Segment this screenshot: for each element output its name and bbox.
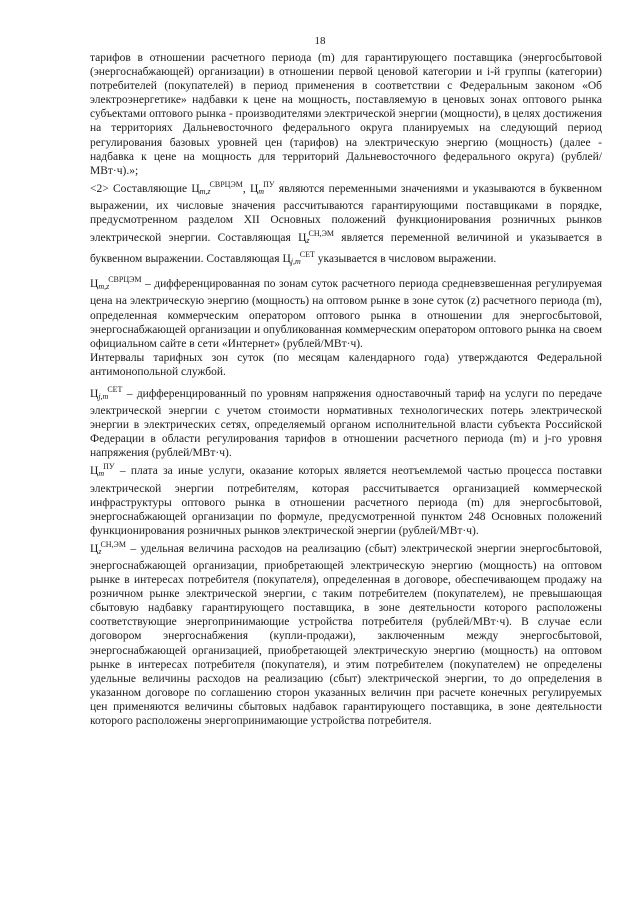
paragraph-components-note: <2> Составляющие $Ц_{m,z}^{СВРЦЭМ}$, $Ц_m^{ПУ}$ являются переменными значениями и указываются в буквенном выражении, их числовые значения рассчитываются гарантирующими поставщиками в порядке, предусмотренном разделом XII Основных положений функционирования розничных рынков электрической энергии. Составляющая $Ц_z^{СН,ЭМ}$ является переменной величиной и указывается в буквенном выражении. Составляющая $Ц_{j,m}^{СЕТ}$ указывается в числовом выражении. xyxy=(90,178,602,269)
symbol-c-pu: $Ц_m^{ПУ}$ xyxy=(90,462,115,479)
page-number: 18 xyxy=(314,35,326,47)
symbol-c-svrcem: $Ц_{m,z}^{СВРЦЭМ}$ xyxy=(90,275,142,292)
symbol-c-sn-em: $Ц_z^{СН,ЭМ}$ xyxy=(90,539,126,556)
note-middle-2: является переменной величиной и указывается в буквенном выражении. Составляющая xyxy=(90,232,602,266)
definition-set xyxy=(90,383,602,460)
symbol-c-pu: $Ц_m^{ПУ}$ xyxy=(249,179,275,196)
symbol-c-set: $Ц_{j,m}^{СЕТ}$ xyxy=(282,250,315,267)
definition-text: – дифференцированная по зонам суток расчетного периода средневзвешенная регулируемая цена на электрическую энергию (мощность) на оптовом рынке в зоне суток (z) расчетного периода (m), определенная коммерческим оператором оптового рынка в отношении для энергосбытовой, энергоснабжающей организации и опубликованная коммерческим оператором оптового рынка на своем официальном сайте в сети «Интернет» (рублей/МВт·ч). xyxy=(90,278,603,350)
symbol-c-svrcem: $Ц_{m,z}^{СВРЦЭМ}$ xyxy=(191,179,243,196)
note-middle: являются переменными значениями и указываются в буквенном выражении, их числовые значения рассчитываются гарантирующими поставщиками в порядке, предусмотренном разделом XII Основных положений функционирования розничных рынков электрической энергии. Составляющая xyxy=(90,182,603,245)
note-tail: указывается в числовом выражении. xyxy=(317,253,497,266)
definition-text: – плата за иные услуги, оказание которых является неотъемлемой частью процесса поставки электрической энергии потребителям, которая рассчитывается организацией коммерческой инфраструктуры оптового рынка в отношении расчетного периода (m) для энергосбытовой, энергоснабжающей организации по формуле, предусмотренной пунктом 248 Основных положений функционирования розничных рынков электрической энергии (рублей/МВт·ч). xyxy=(90,465,602,537)
note-lead: <2> Составляющие xyxy=(90,182,188,195)
symbol-c-set: $Ц_{j,m}^{СЕТ}$ xyxy=(90,384,123,401)
definition-pu xyxy=(90,460,602,537)
paragraph-tariff-zones: Интервалы тарифных зон суток (по месяцам календарного года) утверждаются Федеральной антимонопольной службой. xyxy=(90,351,602,378)
paragraph-tariff-continuation: тарифов в отношении расчетного периода (m) для гарантирующего поставщика (энергосбытовой (энергоснабжающей) организации) в отношении первой ценовой категории и i-й группы (категории) потребителей (покупателей) в период применения в соответствии с Федеральным законом «Об электроэнергетике» надбавки к цене на мощность, поставляемую в ценовых зонах оптового рынка субъектами оптового рынка - производителями электрической энергии (мощности), в целях достижения на территориях Дальневосточного федерального округа планируемых на следующий период регулирования базовых уровней цен (тарифов) на электрическую энергию (мощность) (далее - надбавка к цене на мощность для территорий Дальневосточного федерального округа) (рублей/МВт·ч).»; xyxy=(90,52,602,177)
definition-text: – удельная величина расходов на реализацию (сбыт) электрической энергии энергосбытовой, энергоснабжающей организации, приобретающей электрическую энергию (мощность) на оптовом рынке в интересах потребителя (покупателя), определенная в договоре, обеспечивающем продажу на розничном рынке электрической энергии, с таким потребителем (покупателем), не превышающая сбытовую надбавку гарантирующего поставщика, в зоне деятельности которого расположены соответствующие энергопринимающие устройства потребителя (рублей/МВт·ч). В случае если договором энергоснабжения (купли-продажи), заключенным между энергосбытовой, энергоснабжающей организацией, приобретающей электрическую энергию (мощность) на оптовом рынке в интересах потребителя (покупателя), и этим потребителем (покупателем) не определены удельные величины расходов на реализацию (сбыт) электрической энергии, то до определения в указанном договоре по соглашению сторон указанных величин при расчете конечных регулируемых цен применяются величины сбытовых надбавок гарантирующего поставщика, в зоне деятельности которого расположены энергопринимающие устройства потребителя. xyxy=(90,542,603,728)
definition-text: – дифференцированный по уровням напряжения одноставочный тариф на услуги по передаче электрической энергии с учетом стоимости нормативных технологических потерь электрической энергии в электрических сетях, определяемый органом исполнительной власти субъекта Российской Федерации в области регулирования тарифов в отношении расчетного периода (m) и j-го уровня напряжения (рублей/МВт·ч). xyxy=(90,387,602,460)
document-body xyxy=(90,51,602,728)
definition-sn-em xyxy=(90,538,602,728)
symbol-c-sn-em: $Ц_z^{СН,ЭМ}$ xyxy=(298,229,335,246)
definition-svrcem xyxy=(90,273,602,350)
